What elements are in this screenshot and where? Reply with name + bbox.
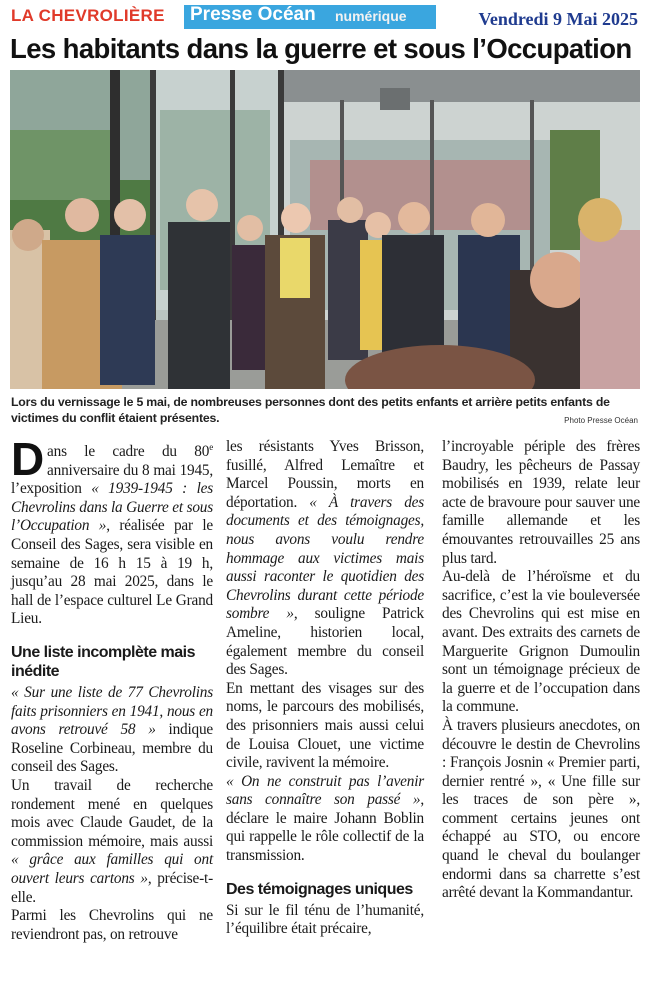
brand-subtitle: numérique [335, 8, 407, 24]
paragraph: Un travail de recherche rondement mené en quelques mois avec Claude Gaudet, de la commission mémoire, mais aussi « grâce aux familles qui ont ouvert leurs cartons », précise-t-elle. [11, 777, 213, 906]
publication-date: Vendredi 9 Mai 2025 [478, 9, 638, 29]
paragraph: l’incroyable périple des frères Baudry, les pêcheurs de Passay mobilisés en 1939, relate leur acte de bravoure pour sauver une famille allemande et les émouvantes retrouvailles 25 ans plus tard. [442, 438, 640, 567]
article-column-3 [442, 438, 640, 903]
section-label: LA CHEVROLIÈRE [11, 6, 165, 25]
paragraph: En mettant des visages sur des noms, le parcours des mobilisés, des prisonniers mais aussi celui de Louisa Clouet, une victime civile, ravivent la mémoire. [226, 679, 424, 772]
photo-caption: Lors du vernissage le 5 mai, de nombreuses personnes dont des petits enfants et arrière petits enfants de victimes du conflit étaient présentes. [11, 395, 610, 425]
photo-credit: Photo Presse Océan [564, 416, 638, 425]
paragraph: « On ne construit pas l’avenir sans connaître son passé », déclare le maire Johann Boblin qui rappelle le rôle collectif de la transmission. [226, 772, 424, 865]
brand-name: Presse Océan [190, 4, 316, 25]
article-column-1 [11, 433, 214, 944]
article-headline: Les habitants dans la guerre et sous l’Occupation [10, 33, 632, 64]
paragraph: « Sur une liste de 77 Chevrolins faits prisonniers en 1941, nous en avons retrouvé 58 » indique Roseline Corbineau, membre du conseil des Sages. [11, 684, 214, 776]
article-photo [10, 70, 640, 389]
paragraph: Au-delà de l’héroïsme et du sacrifice, c’est la vie bouleversée des Chevrolins qui est mise en avant. Des extraits des carnets de Marguerite Grignon Dumoulin sont un témoignage précieux de la guerre et de l’occupation dans la commune. [442, 568, 640, 716]
subheading: Des témoignages uniques [226, 880, 413, 898]
paragraph: les résistants Yves Brisson, fusillé, Alfred Lemaître et Marcel Poussin, morts en déportation. « À travers des documents et des témoignages, nous avons voulu rendre hommage aux victimes mais aussi raconter le quotidien des Chevrolins durant cette période sombre », souligne Patrick Ameline, historien local, également membre du conseil des Sages. [226, 438, 424, 679]
article-column-2 [226, 438, 424, 939]
paragraph: Parmi les Chevrolins qui ne reviendront pas, on retrouve [11, 907, 213, 943]
subheading: Une liste incomplète mais inédite [11, 644, 196, 681]
paragraph: Dans le cadre du 80e anniversaire du 8 mai 1945, l’exposition « 1939-1945 : les Chevrolins dans la Guerre et sous l’Occupation », réalisée par le Conseil des Sages, sera visible en semaine de 16 h 15 à 19 h, jusqu’au 28 mai 2025, dans le hall de l’espace culturel Le Grand Lieu. [11, 433, 213, 628]
paragraph: À travers plusieurs anecdotes, on découvre le destin de Chevrolins : François Josnin « Premier parti, dernier rentré », « Une fille sur les traces de son père », comment certains jeunes ont échappé au STO, ou encore quand le cheval du boulanger endormi dans sa charrette s’est arrêté devant la Kommandantur. [442, 716, 640, 902]
paragraph: Si sur le fil ténu de l’humanité, l’équilibre était précaire, [226, 901, 424, 938]
drop-cap: D [11, 433, 45, 485]
